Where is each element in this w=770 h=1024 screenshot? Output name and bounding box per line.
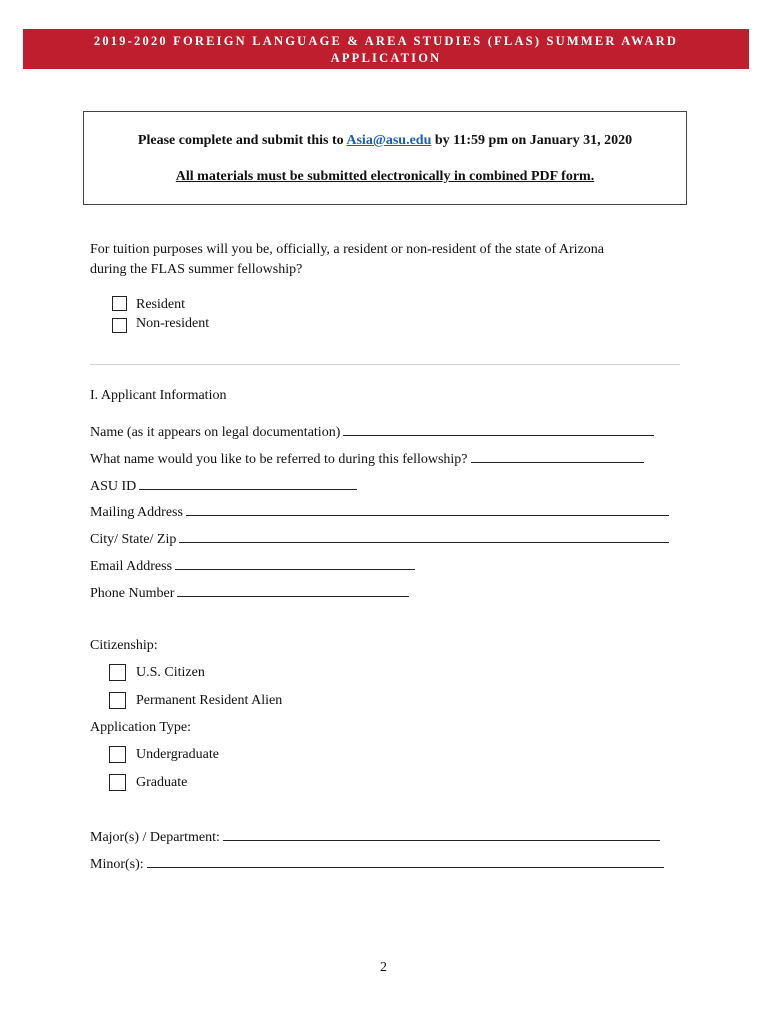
materials-requirement: All materials must be submitted electronically in combined PDF form. — [175, 169, 595, 184]
graduate-label: Graduate — [136, 775, 188, 790]
email-label: Email Address — [90, 559, 173, 574]
city-state-zip-row — [90, 531, 669, 548]
page-number: 2 — [380, 960, 387, 975]
mailing-address-label: Mailing Address — [90, 505, 183, 520]
major-input-line[interactable] — [223, 829, 660, 841]
minor-row — [90, 856, 664, 873]
preferred-name-input-line[interactable] — [471, 451, 644, 463]
preferred-name-row — [90, 451, 644, 468]
asu-id-input-line[interactable] — [139, 478, 357, 490]
application-type-label: Application Type: — [90, 720, 192, 735]
us-citizen-label: U.S. Citizen — [136, 665, 205, 680]
us-citizen-checkbox[interactable] — [109, 664, 126, 681]
major-label: Major(s) / Department: — [90, 830, 220, 845]
phone-row — [90, 585, 409, 602]
submission-deadline: by 11:59 pm on January 31, 2020 — [434, 133, 633, 148]
name-field-row — [90, 424, 654, 441]
resident-checkbox[interactable] — [112, 296, 127, 311]
mailing-address-input-line[interactable] — [186, 504, 669, 516]
permanent-resident-label: Permanent Resident Alien — [136, 693, 283, 708]
minor-label: Minor(s): — [90, 857, 144, 872]
city-state-zip-label: City/ State/ Zip — [90, 532, 177, 547]
citizenship-label: Citizenship: — [90, 638, 158, 653]
permanent-resident-checkbox[interactable] — [109, 692, 126, 709]
undergraduate-label: Undergraduate — [136, 747, 219, 762]
submission-notice-box — [83, 111, 687, 205]
non-resident-checkbox[interactable] — [112, 318, 127, 333]
name-field-label: Name (as it appears on legal documentation) — [90, 425, 341, 440]
submission-instruction — [84, 133, 686, 149]
asu-id-row — [90, 478, 357, 495]
form-title-line2: APPLICATION — [330, 51, 442, 65]
applicant-info-heading: I. Applicant Information — [90, 388, 227, 403]
phone-input-line[interactable] — [177, 585, 409, 597]
minor-input-line[interactable] — [147, 856, 664, 868]
mailing-address-row — [90, 504, 669, 521]
undergraduate-checkbox[interactable] — [109, 746, 126, 763]
submission-email-link[interactable]: Asia@asu.edu — [346, 133, 432, 148]
form-title-line1: 2019-2020 FOREIGN LANGUAGE & AREA STUDIES (FLAS) SUMMER AWARD — [93, 34, 679, 48]
graduate-checkbox[interactable] — [109, 774, 126, 791]
resident-label: Resident — [136, 297, 185, 312]
phone-label: Phone Number — [90, 586, 175, 601]
form-title-banner — [23, 29, 749, 69]
residency-question-line2: during the FLAS summer fellowship? — [90, 262, 303, 277]
city-state-zip-input-line[interactable] — [179, 531, 669, 543]
non-resident-label: Non-resident — [136, 316, 210, 331]
section-divider — [90, 364, 680, 365]
email-row — [90, 558, 415, 575]
email-input-line[interactable] — [175, 558, 415, 570]
asu-id-label: ASU ID — [90, 479, 137, 494]
residency-question-line1: For tuition purposes will you be, officially, a resident or non-resident of the state of Arizona — [90, 242, 604, 257]
submission-prefix: Please complete and submit this to — [137, 133, 344, 148]
name-input-line[interactable] — [343, 424, 654, 436]
major-row — [90, 829, 660, 846]
preferred-name-label: What name would you like to be referred to during this fellowship? — [90, 452, 468, 467]
